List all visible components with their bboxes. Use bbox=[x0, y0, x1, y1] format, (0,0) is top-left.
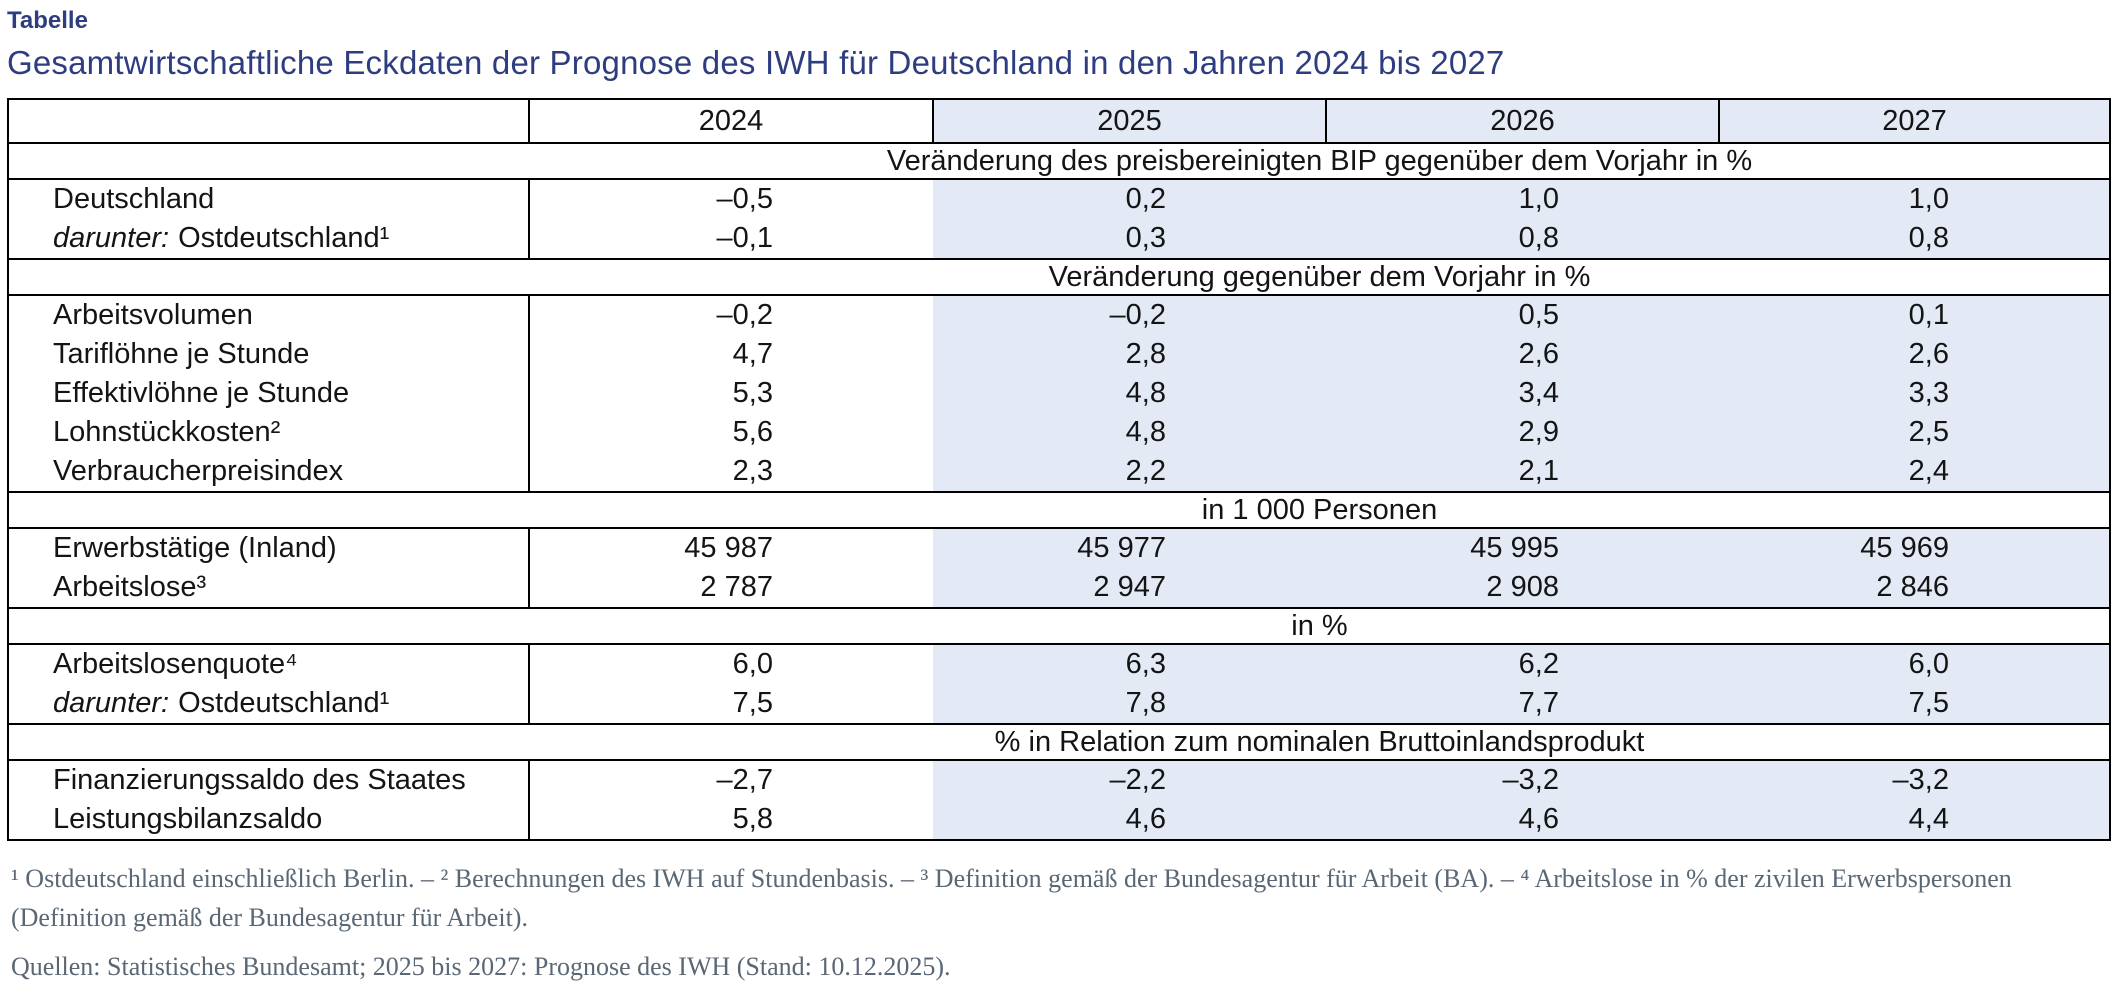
value-cell: –2,2 bbox=[933, 760, 1326, 800]
section-heading: Veränderung des preisbereinigten BIP gegenüber dem Vorjahr in % bbox=[886, 144, 1753, 177]
value-cell: 2,9 bbox=[1326, 413, 1719, 452]
row-label-cell bbox=[8, 179, 529, 219]
row-label: Lohnstückkosten² bbox=[53, 416, 281, 448]
notes-block bbox=[11, 859, 2101, 986]
footnote-text: ¹ Ostdeutschland einschließlich Berlin. – ² Berechnungen des IWH auf Stundenbasis. – ³ Definition gemäß der Bundesagentur für Arbeit (BA). – ⁴ Arbeitslose in % der zivilen Erwerbspersonen (Definition gemäß der Bundesagentur für Arbeit). bbox=[11, 864, 2012, 932]
row-label: Effektivlöhne je Stunde bbox=[53, 377, 350, 409]
value-cell: 0,3 bbox=[933, 219, 1326, 259]
row-label-prefix: darunter: bbox=[53, 687, 170, 719]
row-label: Tariflöhne je Stunde bbox=[53, 338, 310, 370]
value-cell: 6,3 bbox=[933, 644, 1326, 684]
economic-indicators-table bbox=[7, 98, 2111, 841]
value-cell: 7,8 bbox=[933, 684, 1326, 724]
value-cell: 4,8 bbox=[933, 413, 1326, 452]
table-body bbox=[8, 143, 2110, 840]
value-cell: –0,5 bbox=[716, 183, 773, 215]
section-heading: Veränderung gegenüber dem Vorjahr in % bbox=[1048, 260, 1591, 293]
value-cell: 7,5 bbox=[1719, 684, 2110, 724]
row-label-cell bbox=[8, 568, 529, 608]
value-cell: 6,0 bbox=[1719, 644, 2110, 684]
section-header-row bbox=[8, 492, 2110, 528]
row-label-cell bbox=[8, 219, 529, 259]
table-row bbox=[8, 179, 2110, 219]
section-heading: % in Relation zum nominalen Bruttoinlandsprodukt bbox=[994, 725, 1645, 758]
value-cell: –2,7 bbox=[716, 764, 773, 796]
value-cell: 3,4 bbox=[1326, 374, 1719, 413]
table-row bbox=[8, 528, 2110, 568]
value-cell: 2 908 bbox=[1326, 568, 1719, 608]
table-row bbox=[8, 644, 2110, 684]
table-row bbox=[8, 800, 2110, 840]
row-label-cell bbox=[8, 684, 529, 724]
section-header-cell bbox=[8, 608, 2110, 644]
row-label: Erwerbstätige (Inland) bbox=[53, 532, 337, 564]
value-cell: 2,3 bbox=[732, 455, 773, 487]
section-header-row bbox=[8, 608, 2110, 644]
value-cell: –3,2 bbox=[1719, 760, 2110, 800]
value-cell: 2,6 bbox=[1719, 335, 2110, 374]
value-cell: 45 995 bbox=[1326, 528, 1719, 568]
table-row bbox=[8, 760, 2110, 800]
section-header-row bbox=[8, 143, 2110, 179]
table-row bbox=[8, 568, 2110, 608]
section-heading: in % bbox=[1291, 609, 1348, 642]
row-label-cell bbox=[8, 335, 529, 374]
source-line: Quellen: Statistisches Bundesamt; 2025 bis 2027: Prognose des IWH (Stand: 10.12.2025). bbox=[11, 952, 951, 981]
value-cell: –3,2 bbox=[1326, 760, 1719, 800]
value-cell: 4,7 bbox=[732, 338, 773, 370]
table-row bbox=[8, 684, 2110, 724]
page-title: Gesamtwirtschaftliche Eckdaten der Prognose des IWH für Deutschland in den Jahren 2024 bis 2027 bbox=[7, 44, 1505, 81]
value-cell: 2 947 bbox=[933, 568, 1326, 608]
row-label: Verbraucherpreisindex bbox=[53, 455, 344, 487]
row-label-cell bbox=[8, 374, 529, 413]
row-label: Leistungsbilanzsaldo bbox=[53, 803, 323, 835]
year-header-row bbox=[8, 99, 2110, 143]
value-cell: 6,2 bbox=[1326, 644, 1719, 684]
value-cell: 5,8 bbox=[732, 803, 773, 835]
value-cell: 1,0 bbox=[1326, 179, 1719, 219]
row-label-cell bbox=[8, 452, 529, 492]
value-cell: 4,8 bbox=[933, 374, 1326, 413]
value-cell: 0,8 bbox=[1719, 219, 2110, 259]
value-cell: 45 977 bbox=[933, 528, 1326, 568]
value-cell: 7,5 bbox=[732, 687, 773, 719]
value-cell: –0,2 bbox=[933, 295, 1326, 335]
value-cell: 3,3 bbox=[1719, 374, 2110, 413]
value-cell: 4,6 bbox=[1326, 800, 1719, 840]
value-cell: –0,2 bbox=[716, 299, 773, 331]
table-row bbox=[8, 219, 2110, 259]
row-label: Arbeitsvolumen bbox=[53, 299, 253, 331]
section-header-cell bbox=[8, 492, 2110, 528]
value-cell: 45 987 bbox=[684, 532, 773, 564]
value-cell: 0,2 bbox=[933, 179, 1326, 219]
row-label: Arbeitslose³ bbox=[53, 571, 207, 603]
section-heading: in 1 000 Personen bbox=[1201, 493, 1438, 526]
value-cell: 45 969 bbox=[1719, 528, 2110, 568]
table-row bbox=[8, 335, 2110, 374]
row-label-cell bbox=[8, 800, 529, 840]
table-row bbox=[8, 295, 2110, 335]
value-cell: 2,6 bbox=[1326, 335, 1719, 374]
section-header-row bbox=[8, 724, 2110, 760]
value-cell: 4,4 bbox=[1719, 800, 2110, 840]
value-cell: 5,3 bbox=[732, 377, 773, 409]
value-cell: 0,1 bbox=[1719, 295, 2110, 335]
value-cell: 2 787 bbox=[700, 571, 773, 603]
section-header-cell bbox=[8, 724, 2110, 760]
year-header-2024: 2024 bbox=[529, 99, 933, 143]
row-label-cell bbox=[8, 644, 529, 684]
value-cell: –0,1 bbox=[716, 222, 773, 254]
table-row bbox=[8, 413, 2110, 452]
row-label-cell bbox=[8, 413, 529, 452]
value-cell: 2,1 bbox=[1326, 452, 1719, 492]
table-row bbox=[8, 374, 2110, 413]
value-cell: 7,7 bbox=[1326, 684, 1719, 724]
value-cell: 2,2 bbox=[933, 452, 1326, 492]
value-cell: 0,5 bbox=[1326, 295, 1719, 335]
row-label: Arbeitslosenquote⁴ bbox=[53, 648, 298, 680]
row-label-prefix: darunter: bbox=[53, 222, 170, 254]
year-header-2025: 2025 bbox=[933, 99, 1326, 143]
value-cell: 0,8 bbox=[1326, 219, 1719, 259]
value-cell: 1,0 bbox=[1719, 179, 2110, 219]
value-cell: 2,5 bbox=[1719, 413, 2110, 452]
year-header-2027: 2027 bbox=[1719, 99, 2110, 143]
row-label: Deutschland bbox=[53, 183, 215, 215]
section-header-cell bbox=[8, 143, 2110, 179]
section-header-row bbox=[8, 259, 2110, 295]
row-label: Finanzierungssaldo des Staates bbox=[53, 764, 466, 796]
table-row bbox=[8, 452, 2110, 492]
value-cell: 6,0 bbox=[732, 648, 773, 680]
value-cell: 2,4 bbox=[1719, 452, 2110, 492]
corner-cell bbox=[8, 99, 529, 143]
value-cell: 4,6 bbox=[933, 800, 1326, 840]
row-label-cell bbox=[8, 528, 529, 568]
section-header-cell bbox=[8, 259, 2110, 295]
page-kicker: Tabelle bbox=[7, 7, 88, 34]
value-cell: 2 846 bbox=[1719, 568, 2110, 608]
row-label-cell bbox=[8, 760, 529, 800]
year-header-2026: 2026 bbox=[1326, 99, 1719, 143]
row-label: Ostdeutschland¹ bbox=[178, 687, 390, 719]
value-cell: 5,6 bbox=[732, 416, 773, 448]
row-label-cell bbox=[8, 295, 529, 335]
row-label: Ostdeutschland¹ bbox=[178, 222, 390, 254]
value-cell: 2,8 bbox=[933, 335, 1326, 374]
